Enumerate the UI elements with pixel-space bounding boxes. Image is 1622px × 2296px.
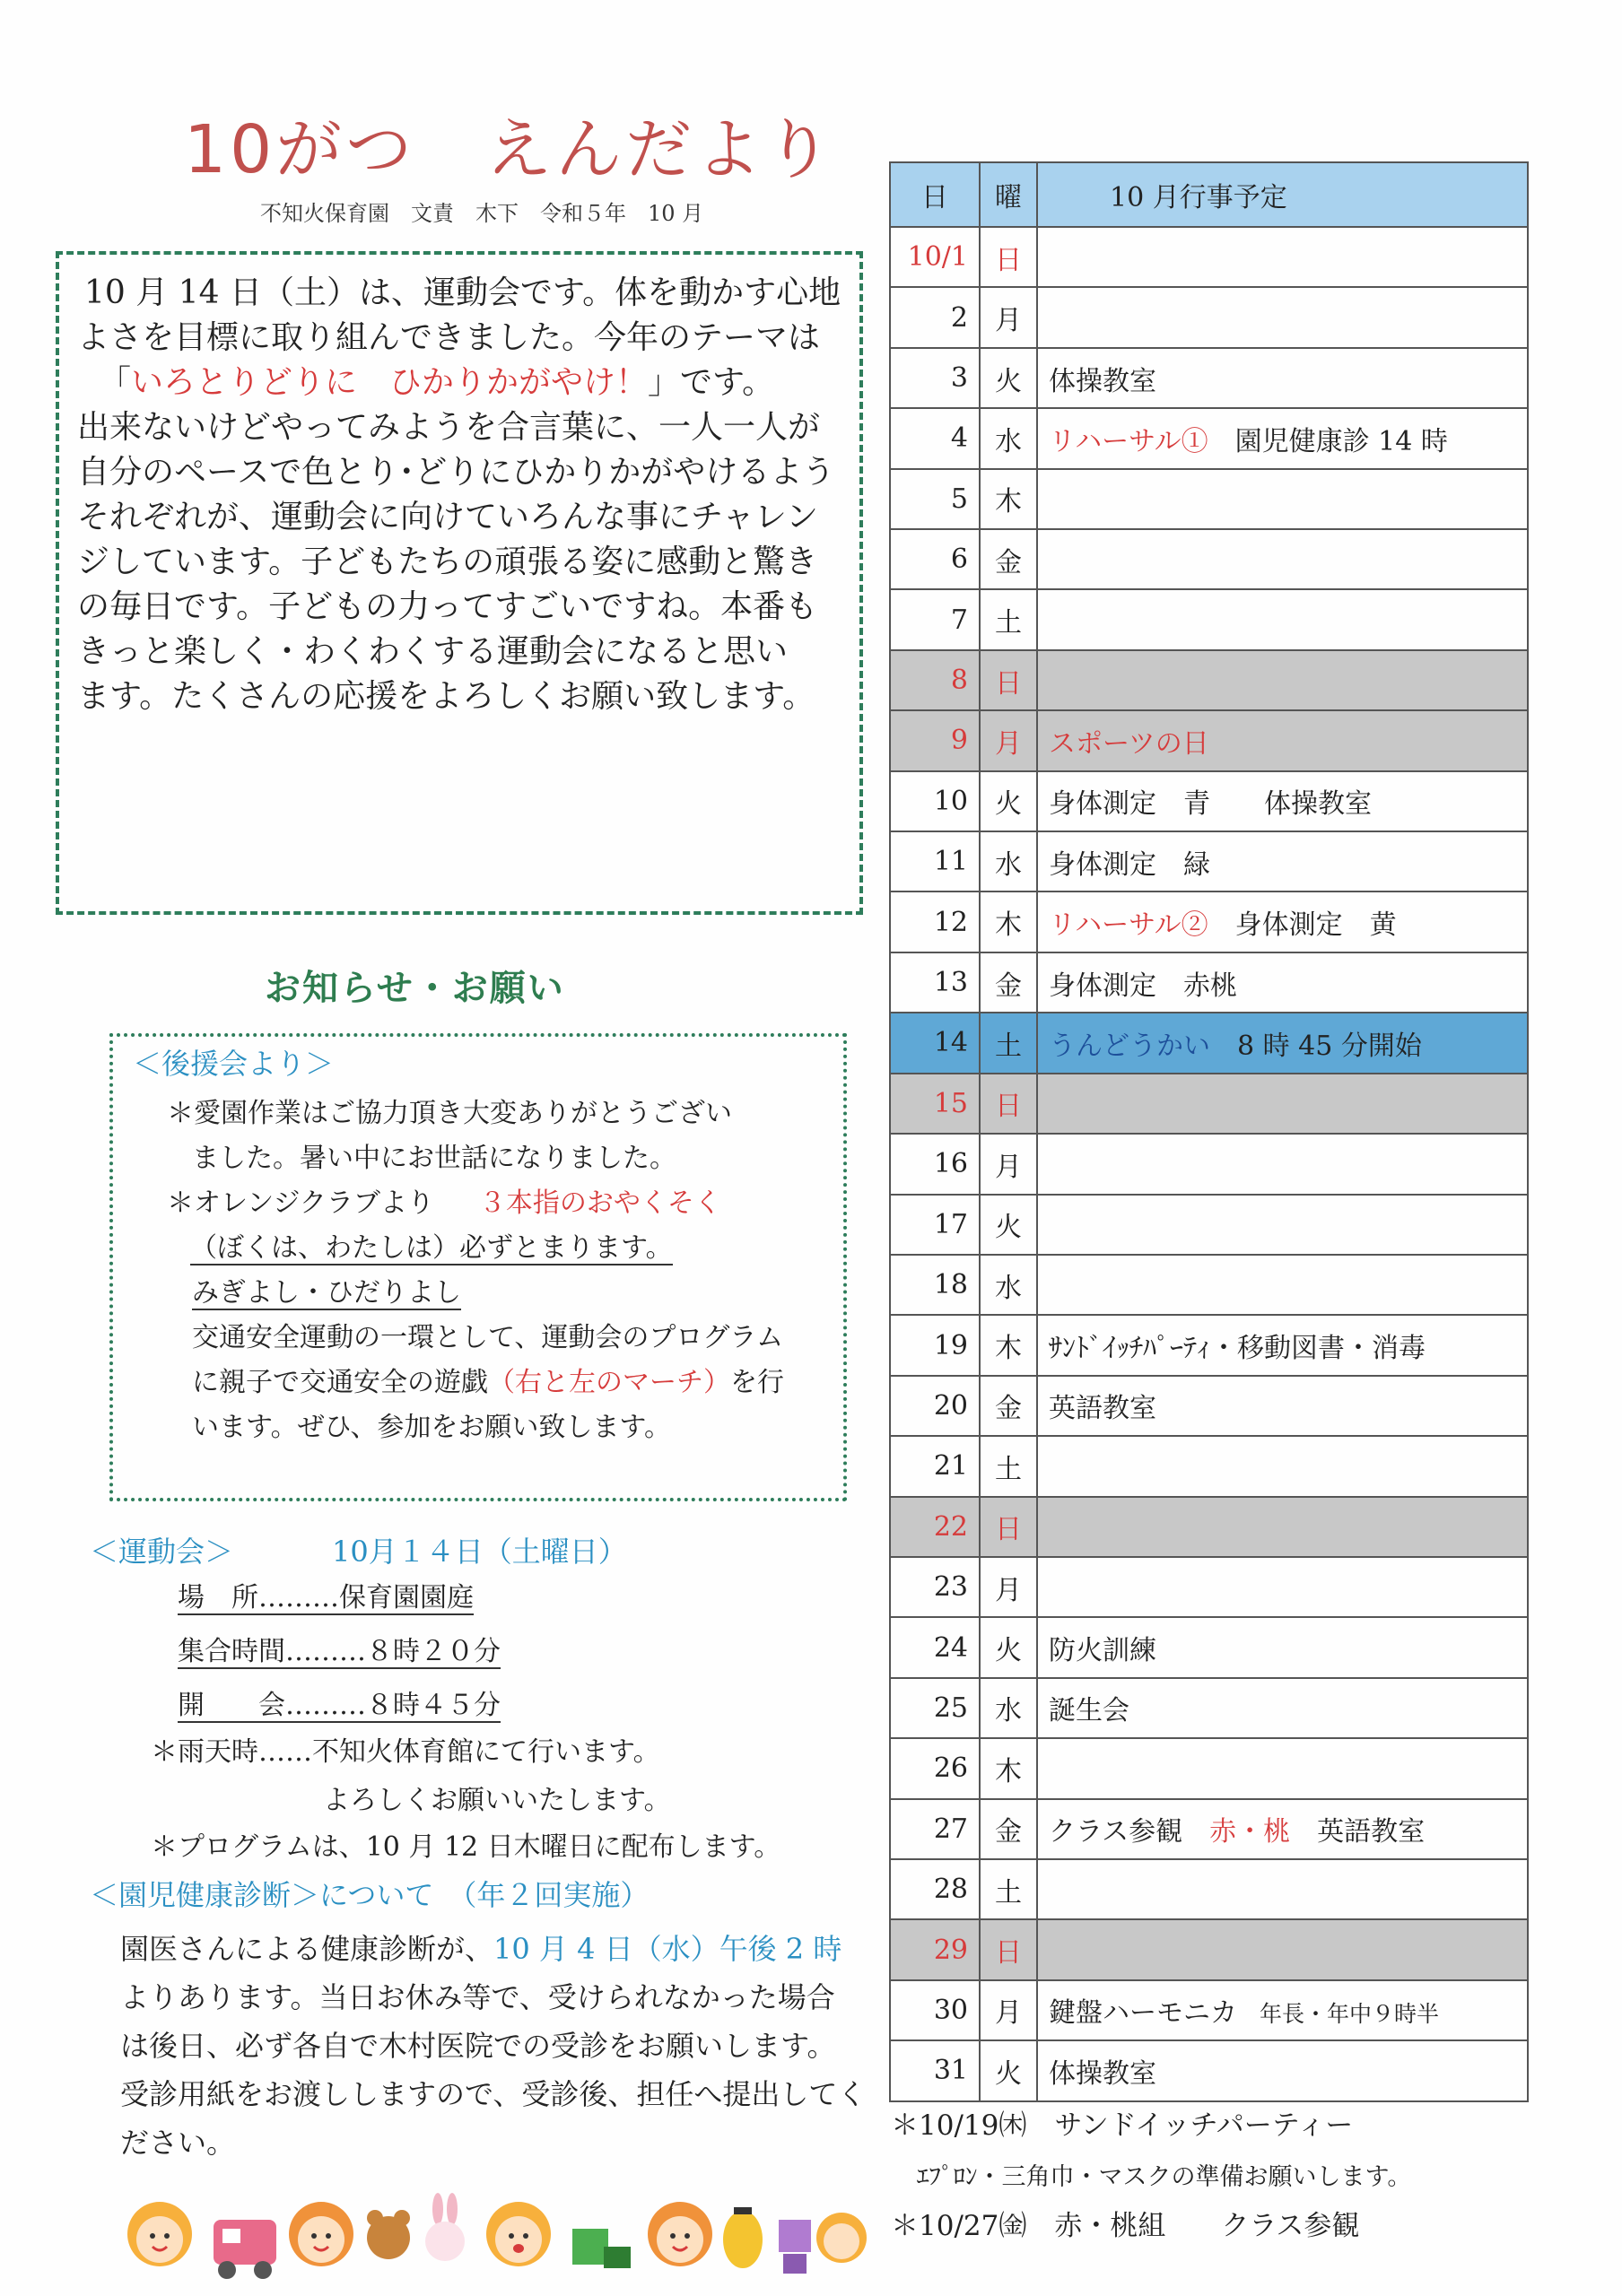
health-line-3: は後日、必ず各自で木村医院での受診をお願いします。 [120, 2029, 836, 2063]
calendar-weekday: 水 [980, 408, 1037, 468]
greeting-line-5: 自分のペースで色とり･どりにひかりかがやけるよう [77, 454, 835, 491]
greeting-line-7: ジしています。子どもたちの頑張る姿に感動と驚き [77, 544, 818, 580]
calendar-weekday: 木 [980, 1315, 1037, 1375]
page-subtitle: 不知火保育園 文責 木下 令和５年 10 月 [260, 201, 704, 226]
health-line-2: よりあります。当日お休み等で、受けられなかった場合 [120, 1980, 835, 2014]
calendar-event [1037, 1436, 1528, 1496]
calendar-weekday: 木 [980, 1738, 1037, 1798]
calendar-row [890, 1195, 1528, 1255]
calendar-weekday: 金 [980, 1799, 1037, 1859]
blocks-illustration [572, 2229, 631, 2268]
calendar-row [890, 1376, 1528, 1436]
calendar-event [1037, 1134, 1528, 1194]
calendar-row [890, 1678, 1528, 1738]
theme-text: いろとりどりに ひかりかがやけ！ [131, 364, 649, 401]
greeting-line-4: 出来ないけどやってみようを合言葉に、一人一人が [77, 409, 821, 446]
calendar-event [1037, 227, 1528, 287]
calendar-event: 身体測定 青 体操教室 [1037, 771, 1528, 831]
calendar-weekday: 日 [980, 1919, 1037, 1979]
sports-day-open: 開 会………８時４５分 [178, 1690, 501, 1721]
calendar-weekday: 日 [980, 1497, 1037, 1557]
calendar-weekday: 土 [980, 1013, 1037, 1073]
calendar-event: 鍵盤ハーモニカ 年長・年中９時半 [1037, 1980, 1528, 2040]
header-events: 10 月行事予定 [1037, 162, 1528, 227]
page-title: 10がつ えんだより [184, 111, 836, 188]
event-calendar-table [889, 161, 1529, 2102]
sports-day-heading: ＜運動会＞ [90, 1535, 234, 1569]
calendar-day: 10/1 [890, 227, 980, 287]
calendar-note-2: ｴﾌﾟﾛﾝ・三角巾・マスクの準備お願いします。 [917, 2163, 1412, 2191]
calendar-weekday: 木 [980, 469, 1037, 529]
greeting-line-8: の毎日です。子どもの力ってすごいですね。本番も [77, 588, 818, 625]
calendar-day: 7 [890, 589, 980, 649]
calendar-row [890, 469, 1528, 529]
calendar-weekday: 日 [980, 1074, 1037, 1134]
calendar-day: 21 [890, 1436, 980, 1496]
rabbit-illustration [425, 2193, 465, 2261]
calendar-weekday: 月 [980, 1980, 1037, 2040]
calendar-row [890, 1738, 1528, 1798]
header-weekday: 曜 [980, 162, 1037, 227]
calendar-row [890, 891, 1528, 952]
child-illustration-1 [127, 2202, 192, 2266]
calendar-event: 英語教室 [1037, 1376, 1528, 1436]
calendar-weekday: 金 [980, 529, 1037, 589]
calendar-day: 10 [890, 771, 980, 831]
calendar-day: 16 [890, 1134, 980, 1194]
calendar-row [890, 408, 1528, 468]
child-illustration-4 [648, 2202, 712, 2266]
greeting-box [56, 251, 863, 915]
calendar-weekday: 月 [980, 710, 1037, 770]
calendar-event [1037, 1738, 1528, 1798]
calendar-weekday: 土 [980, 589, 1037, 649]
support-box [109, 1033, 847, 1501]
calendar-weekday: 火 [980, 348, 1037, 408]
calendar-row [890, 1315, 1528, 1375]
health-line-5: ださい。 [120, 2126, 236, 2160]
calendar-row [890, 650, 1528, 710]
toy-train-illustration [214, 2220, 276, 2279]
calendar-event: 身体測定 赤桃 [1037, 952, 1528, 1013]
calendar-day: 8 [890, 650, 980, 710]
robot-illustration [779, 2220, 811, 2274]
calendar-day: 26 [890, 1738, 980, 1798]
calendar-event [1037, 1074, 1528, 1134]
calendar-day: 18 [890, 1255, 980, 1315]
calendar-row [890, 348, 1528, 408]
health-heading: ＜園児健康診断＞について （年２回実施） [90, 1878, 650, 1912]
support-line-6: 交通安全運動の一環として、運動会のプログラム [192, 1322, 784, 1353]
sports-day-rain-1: ＊雨天時……不知火体育館にて行います。 [151, 1736, 660, 1768]
calendar-event: リハーサル① 園児健康診 14 時 [1037, 408, 1528, 468]
calendar-row [890, 831, 1528, 891]
calendar-event [1037, 1255, 1528, 1315]
calendar-weekday: 土 [980, 1859, 1037, 1919]
calendar-row [890, 589, 1528, 649]
calendar-row [890, 771, 1528, 831]
calendar-row [890, 1617, 1528, 1677]
calendar-day: 31 [890, 2040, 980, 2100]
sports-day-place: 場 所………保育園園庭 [178, 1582, 474, 1613]
calendar-weekday: 木 [980, 891, 1037, 952]
calendar-day: 19 [890, 1315, 980, 1375]
calendar-day: 5 [890, 469, 980, 529]
calendar-day: 30 [890, 1980, 980, 2040]
calendar-row [890, 2040, 1528, 2100]
calendar-event [1037, 1859, 1528, 1919]
health-date: 10 月 4 日（水）午後 2 時 [493, 1932, 842, 1966]
notice-heading: お知らせ・お願い [265, 968, 565, 1009]
calendar-event [1037, 650, 1528, 710]
support-line-4: （ぼくは、わたしは）必ずとまります。 [190, 1232, 673, 1264]
greeting-line-1: 10 月 14 日（土）は、運動会です。体を動かす心地 [84, 274, 842, 311]
calendar-row [890, 1436, 1528, 1496]
calendar-row [890, 710, 1528, 770]
calendar-weekday: 日 [980, 650, 1037, 710]
calendar-event: 防火訓練 [1037, 1617, 1528, 1677]
calendar-day: 28 [890, 1859, 980, 1919]
calendar-weekday: 月 [980, 1557, 1037, 1617]
calendar-day: 9 [890, 710, 980, 770]
calendar-day: 25 [890, 1678, 980, 1738]
calendar-event [1037, 1497, 1528, 1557]
calendar-event [1037, 469, 1528, 529]
calendar-weekday: 土 [980, 1436, 1037, 1496]
support-heading: ＜後援会より＞ [133, 1047, 335, 1081]
calendar-event: 身体測定 緑 [1037, 831, 1528, 891]
calendar-header-row [890, 162, 1528, 227]
children-illustration [115, 2184, 868, 2284]
calendar-event: クラス参観 赤・桃 英語教室 [1037, 1799, 1528, 1859]
calendar-event [1037, 1557, 1528, 1617]
calendar-row [890, 1255, 1528, 1315]
calendar-row [890, 1557, 1528, 1617]
calendar-row [890, 1074, 1528, 1134]
calendar-weekday: 金 [980, 952, 1037, 1013]
sports-day-rain-2: よろしくお願いいたします。 [323, 1785, 671, 1816]
greeting-line-6: それぞれが、運動会に向けていろんな事にチャレン [77, 499, 819, 535]
calendar-event: スポーツの日 [1037, 710, 1528, 770]
bear-illustration [367, 2210, 410, 2259]
calendar-day: 15 [890, 1074, 980, 1134]
sports-day-date: 10月１４日（土曜日） [332, 1535, 627, 1569]
calendar-day: 12 [890, 891, 980, 952]
calendar-day: 11 [890, 831, 980, 891]
calendar-day: 22 [890, 1497, 980, 1557]
calendar-weekday: 水 [980, 831, 1037, 891]
calendar-row [890, 1859, 1528, 1919]
calendar-note-1: ＊10/19㈭ サンドイッチパーティー [891, 2109, 1354, 2142]
calendar-weekday: 月 [980, 287, 1037, 347]
calendar-day: 13 [890, 952, 980, 1013]
calendar-event [1037, 1195, 1528, 1255]
calendar-weekday: 火 [980, 771, 1037, 831]
calendar-weekday: 水 [980, 1678, 1037, 1738]
support-line-1: ＊愛園作業はご協力頂き大変ありがとうござい [167, 1098, 732, 1129]
health-line-1: 園医さんによる健康診断が、10 月 4 日（水）午後 2 時 [120, 1932, 842, 1966]
greeting-line-2: よさを目標に取り組んできました。今年のテーマは [77, 319, 821, 356]
calendar-row [890, 1799, 1528, 1859]
support-line-7: に親子で交通安全の遊戯（右と左のマーチ）を行 [192, 1367, 784, 1398]
calendar-row [890, 1980, 1528, 2040]
calendar-event [1037, 529, 1528, 589]
calendar-day: 24 [890, 1617, 980, 1677]
calendar-note-3: ＊10/27㈮ 赤・桃組 クラス参観 [891, 2210, 1360, 2242]
child-illustration-2 [289, 2202, 353, 2266]
calendar-day: 29 [890, 1919, 980, 1979]
calendar-day: 27 [890, 1799, 980, 1859]
calendar-day: 3 [890, 348, 980, 408]
calendar-event: うんどうかい 8 時 45 分開始 [1037, 1013, 1528, 1073]
health-line-4: 受診用紙をお渡ししますので、受診後、担任へ提出してく [120, 2077, 867, 2111]
support-line-2: ました。暑い中にお世話になりました。 [192, 1143, 676, 1174]
calendar-row [890, 1919, 1528, 1979]
calendar-row [890, 1013, 1528, 1073]
calendar-day: 6 [890, 529, 980, 589]
calendar-row [890, 227, 1528, 287]
calendar-day: 14 [890, 1013, 980, 1073]
calendar-weekday: 火 [980, 1195, 1037, 1255]
support-line-8: います。ぜひ、参加をお願い致します。 [192, 1412, 671, 1443]
calendar-day: 2 [890, 287, 980, 347]
calendar-row [890, 529, 1528, 589]
greeting-line-9: きっと楽しく・わくわくする運動会になると思い [77, 633, 789, 670]
calendar-row [890, 287, 1528, 347]
calendar-event [1037, 287, 1528, 347]
calendar-weekday: 水 [980, 1255, 1037, 1315]
calendar-event [1037, 1919, 1528, 1979]
calendar-day: 23 [890, 1557, 980, 1617]
child-illustration-3 [486, 2202, 551, 2266]
calendar-event: 体操教室 [1037, 348, 1528, 408]
calendar-day: 17 [890, 1195, 980, 1255]
calendar-weekday: 月 [980, 1134, 1037, 1194]
support-line-5: みぎよし・ひだりよし [192, 1277, 461, 1309]
greeting-line-3: 「いろとりどりに ひかりかがやけ！」です。 [99, 364, 775, 401]
header-day: 日 [890, 162, 980, 227]
calendar-event: 誕生会 [1037, 1678, 1528, 1738]
sports-day-gather: 集合時間………８時２０分 [178, 1636, 501, 1667]
calendar-event: リハーサル② 身体測定 黄 [1037, 891, 1528, 952]
calendar-weekday: 金 [980, 1376, 1037, 1436]
calendar-event: 体操教室 [1037, 2040, 1528, 2100]
calendar-weekday: 火 [980, 2040, 1037, 2100]
calendar-row [890, 952, 1528, 1013]
calendar-row [890, 1497, 1528, 1557]
calendar-event: ｻﾝﾄﾞｲｯﾁﾊﾟｰﾃｨ・移動図書・消毒 [1037, 1315, 1528, 1375]
calendar-day: 20 [890, 1376, 980, 1436]
child-illustration-5 [816, 2213, 867, 2263]
calendar-weekday: 火 [980, 1617, 1037, 1677]
calendar-weekday: 日 [980, 227, 1037, 287]
calendar-event [1037, 589, 1528, 649]
sports-day-program: ＊プログラムは、10 月 12 日木曜日に配布します。 [151, 1831, 781, 1863]
support-line-3: ＊オレンジクラブより ３本指のおやくそく [167, 1187, 721, 1219]
calendar-day: 4 [890, 408, 980, 468]
finger-promise: ３本指のおやくそく [478, 1187, 721, 1219]
lantern-illustration [723, 2207, 763, 2268]
greeting-line-10: ます。たくさんの応援をよろしくお願い致します。 [77, 678, 815, 715]
calendar-row [890, 1134, 1528, 1194]
